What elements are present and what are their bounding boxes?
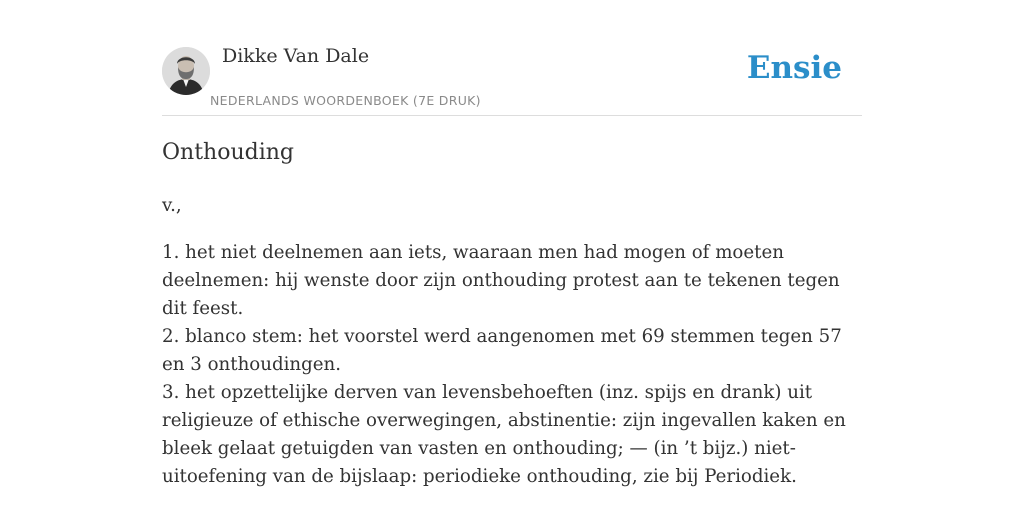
definition-list	[162, 239, 862, 491]
author-name[interactable]: Dikke Van Dale	[222, 45, 370, 67]
part-of-speech: v.,	[162, 195, 182, 216]
brand-logo[interactable]: Ensie	[746, 50, 842, 86]
entry-card	[162, 0, 862, 512]
definition-item: 2. blanco stem: het voorstel werd aangenomen met 69 stemmen tegen 57 en 3 onthoudingen.	[162, 326, 842, 375]
entry-title: Onthouding	[162, 140, 294, 165]
definition-item: 1. het niet deelnemen aan iets, waaraan men had mogen of moeten deelnemen: hij wenste door zijn onthouding protest aan te tekenen tegen dit feest.	[162, 242, 840, 319]
author-avatar[interactable]	[162, 47, 210, 95]
header-divider	[162, 115, 862, 116]
definition-item: 3. het opzettelijke derven van levensbehoeften (inz. spijs en drank) uit religieuze of ethische overwegingen, abstinentie: zijn ingevallen kaken en bleek gelaat getuigden van vasten en onthouding; — (in ’t bijz.) niet-uitoefening van de bijslaap: periodieke onthouding, zie bij Periodiek.	[162, 382, 846, 487]
author-portrait-icon	[162, 47, 210, 95]
source-label: NEDERLANDS WOORDENBOEK (7E DRUK)	[210, 93, 481, 108]
